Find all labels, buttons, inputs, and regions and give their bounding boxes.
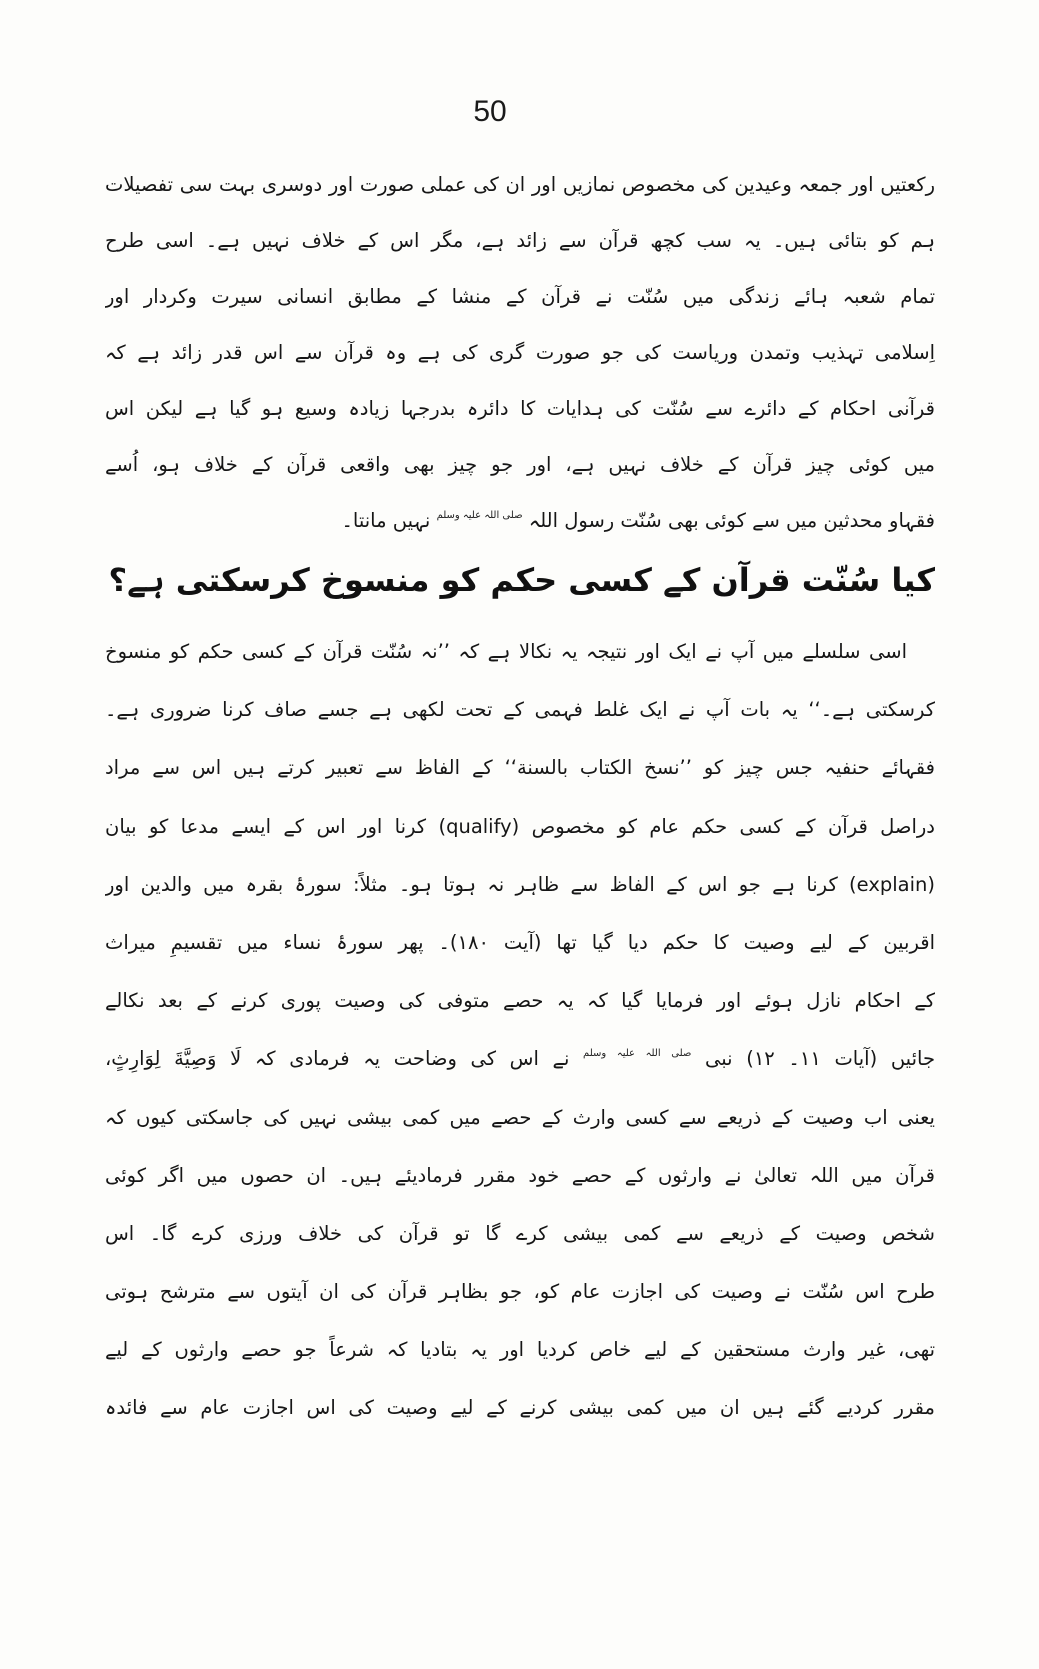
- text-line: اسی سلسلے میں آپ نے ایک اور نتیجہ یہ نکالا ہے کہ ’’نہ سُنّت قرآن کے کسی حکم کو منسوخ: [105, 640, 907, 663]
- text-line: ہم کو بتائی ہیں۔ یہ سب کچھ قرآن سے زائد ہے، مگر اس کے خلاف نہیں ہے۔ اسی طرح: [105, 229, 935, 252]
- text-line: [105, 493, 935, 549]
- honorific-salutation: صلی اللہ علیہ وسلم: [583, 1048, 692, 1060]
- text-line: کرسکتی ہے۔‘‘ یہ بات آپ نے ایک غلط فہمی کے تحت لکھی ہے جسے صاف کرنا ضروری ہے۔: [105, 698, 935, 722]
- text-line: یعنی اب وصیت کے ذریعے سے کسی وارث کے حصے میں کمی بیشی نہیں کی جاسکتی کیوں کہ: [105, 1105, 935, 1129]
- text-line: کے احکام نازل ہوئے اور فرمایا گیا کہ یہ حصے متوفی کی وصیت پوری کرنے کے بعد نکالے: [105, 989, 935, 1013]
- text-line: اقربین کے لیے وصیت کا حکم دیا گیا تھا (آیت ۱۸۰)۔ پھر سورۂ نساء میں تقسیمِ میراث: [105, 930, 935, 954]
- text-line: دراصل قرآن کے کسی حکم عام کو مخصوص (qualify) کرنا اور اس کے ایسے مدعا کو بیان: [105, 814, 935, 838]
- text-line: قرآنی احکام کے دائرے سے سُنّت کی ہدایات کا دائرہ بدرجہا زیادہ وسیع ہو گیا ہے لیکن اس: [105, 397, 935, 420]
- page-text: [105, 157, 935, 1438]
- text-line: رکعتیں اور جمعہ وعیدین کی مخصوص نمازیں اور ان کی عملی صورت اور دوسری بہت سی تفصیلات: [105, 173, 935, 196]
- text-line: اِسلامی تہذیب وتمدن وریاست کی جو صورت گری کی ہے وہ قرآن سے اس قدر زائد ہے کہ: [105, 341, 935, 364]
- text-line: شخص وصیت کے ذریعے سے کمی بیشی کرے گا تو قرآن کی خلاف ورزی کرے گا۔ اس: [105, 1221, 935, 1245]
- section-heading: کیا سُنّت قرآن کے کسی حکم کو منسوخ کرسکتی ہے؟: [108, 561, 935, 599]
- text-line: فقہائے حنفیہ جس چیز کو ’’نسخ الکتاب بالسنة‘‘ کے الفاظ سے تعبیر کرتے ہیں اس سے مراد: [105, 756, 935, 780]
- page-number: 50: [473, 95, 507, 128]
- text-line: [105, 1030, 935, 1088]
- text-line: میں کوئی چیز قرآن کے خلاف نہیں ہے، اور جو چیز بھی واقعی قرآن کے خلاف ہو، اُسے: [105, 453, 935, 476]
- text-segment: فقہاو محدثین میں سے کوئی بھی سُنّت رسول اللہ: [528, 509, 935, 532]
- paragraph-1: [105, 157, 935, 549]
- honorific-salutation: صلی اللہ علیہ وسلم: [436, 510, 523, 521]
- text-segment: نہیں مانتا۔: [341, 509, 431, 532]
- text-line: تمام شعبہ ہائے زندگی میں سُنّت نے قرآن کے منشا کے مطابق انسانی سیرت وکردار اور: [105, 285, 935, 308]
- text-line: قرآن میں اللہ تعالیٰ نے وارثوں کے حصے خود مقرر فرمادیئے ہیں۔ ان حصوں میں اگر کوئی: [105, 1163, 935, 1187]
- text-segment: جائیں (آیات ۱۱۔ ۱۲) نبی: [705, 1047, 935, 1071]
- paragraph-2: [105, 623, 935, 1438]
- text-line: طرح اس سُنّت نے وصیت کی اجازت عام کو، جو بظاہر قرآن کی ان آیتوں سے مترشح ہوتی: [105, 1280, 935, 1304]
- text-line: (explain) کرنا ہے جو اس کے الفاظ سے ظاہر نہ ہوتا ہو۔ مثلاً: سورۂ بقرہ میں والدین اور: [105, 872, 935, 896]
- text-line: تھی، غیر وارث مستحقین کے لیے خاص کردیا اور یہ بتادیا کہ شرعاً جو حصے وارثوں کے لیے: [105, 1338, 935, 1362]
- text-line: مقرر کردیے گئے ہیں ان میں کمی بیشی کرنے کے لیے وصیت کی اس اجازت عام سے فائدہ: [105, 1396, 935, 1420]
- text-segment: نے اس کی وضاحت یہ فرمادی کہ لَا وَصِیَّةَ لِوَارِثٍ،: [105, 1047, 570, 1071]
